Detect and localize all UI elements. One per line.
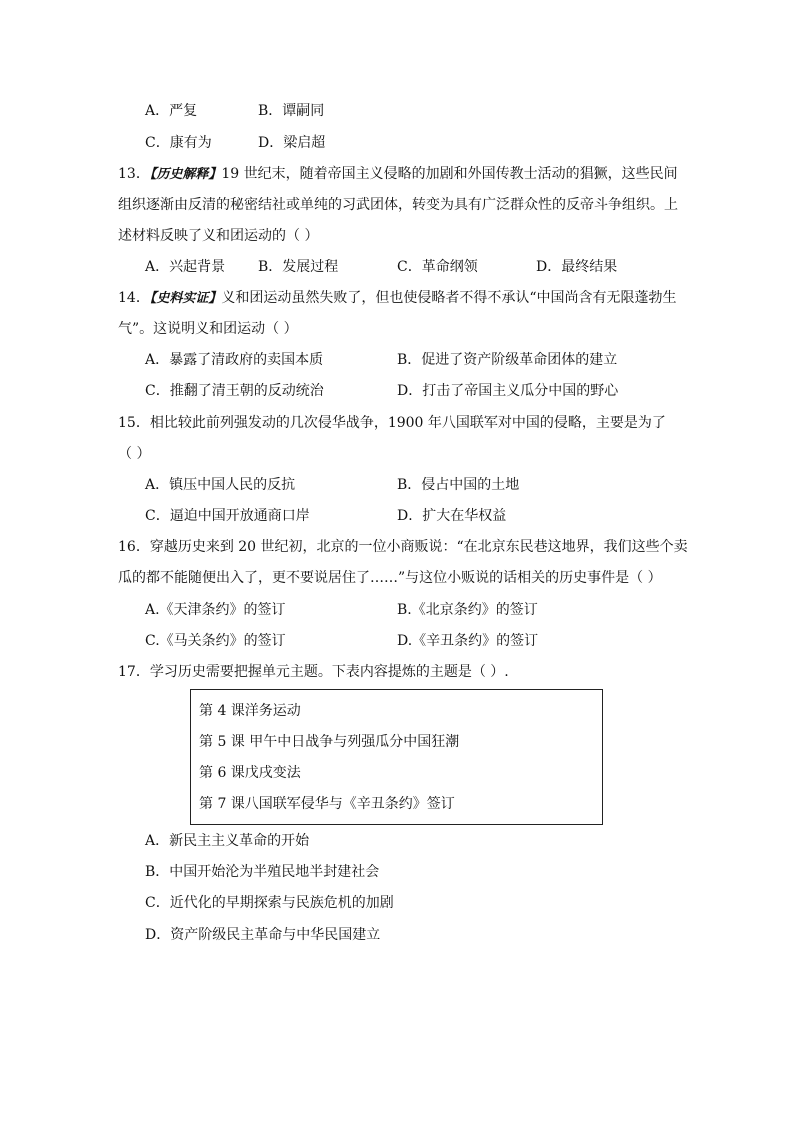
q14-stem-line-2: 气”。这说明义和团运动（ ）	[118, 321, 298, 337]
q17-stem: 17．学习历史需要把握单元主题。下表内容提炼的主题是（ ）.	[118, 664, 509, 680]
q16-stem-line-1: 16．穿越历史来到 20 世纪初，北京的一位小商贩说：“在北京东民巷这地界，我们这些个卖	[118, 539, 688, 555]
q12-option-a: A．严复	[145, 103, 198, 119]
q17-table-row-2: 第 5 课 甲午中日战争与列强瓜分中国狂潮	[199, 734, 460, 750]
q13-option-c: C．革命纲领	[397, 259, 478, 275]
q14-tag: 【史料实证】	[149, 291, 222, 306]
q17-table-row-3: 第 6 课戊戌变法	[199, 765, 301, 781]
q14-stem-text-1: 义和团运动虽然失败了，但也使侵略者不得不承认“中国尚含有无限蓬勃生	[221, 290, 677, 306]
q14-option-b: B．促进了资产阶级革命团体的建立	[397, 352, 618, 368]
q14-option-a: A．暴露了清政府的卖国本质	[145, 352, 324, 368]
q15-option-b: B．侵占中国的土地	[397, 477, 520, 493]
q13-stem-line-3: 述材料反映了义和团运动的（ ）	[118, 228, 319, 244]
q13-option-d: D．最终结果	[536, 259, 618, 275]
q12-option-c: C．康有为	[145, 135, 212, 151]
q14-stem-line-1	[118, 288, 677, 309]
q13-tag: 【历史解释】	[149, 167, 222, 182]
q16-option-a: A.《天津条约》的签订	[145, 602, 286, 618]
q17-content-table	[190, 689, 603, 825]
q17-option-a: A．新民主主义革命的开始	[145, 833, 310, 849]
q14-option-c: C．推翻了清王朝的反动统治	[145, 383, 324, 399]
q12-option-d: D．梁启超	[258, 135, 326, 151]
q13-option-b: B．发展过程	[258, 259, 339, 275]
q17-option-b: B．中国开始沦为半殖民地半封建社会	[145, 864, 380, 880]
q13-option-a: A．兴起背景	[145, 259, 226, 275]
q15-option-d: D．扩大在华权益	[397, 508, 507, 524]
q17-table-row-1: 第 4 课洋务运动	[199, 703, 301, 719]
q12-option-b: B．谭嗣同	[258, 103, 325, 119]
q16-option-b: B.《北京条约》的签订	[397, 602, 538, 618]
q17-table-row-4: 第 7 课八国联军侵华与《辛丑条约》签订	[199, 796, 455, 812]
q16-option-c: C.《马关条约》的签订	[145, 633, 286, 649]
q14-option-d: D．打击了帝国主义瓜分中国的野心	[397, 383, 619, 399]
q17-option-d: D．资产阶级民主革命与中华民国建立	[145, 927, 381, 943]
q17-option-c: C．近代化的早期探索与民族危机的加剧	[145, 895, 394, 911]
q13-stem-line-2: 组织逐渐由反清的秘密结社或单纯的习武团体，转变为具有广泛群众性的反帝斗争组织。上	[118, 197, 678, 213]
q16-option-d: D.《辛丑条约》的签订	[397, 633, 539, 649]
q13-number: 13．	[118, 166, 150, 182]
q16-stem-line-2: 瓜的都不能随便出入了，更不要说居住了……”与这位小贩说的话相关的历史事件是（ ）	[118, 570, 662, 586]
q13-stem-text-1: 19 世纪末，随着帝国主义侵略的加剧和外国传教士活动的猖獗，这些民间	[221, 166, 678, 182]
q15-option-c: C．逼迫中国开放通商口岸	[145, 508, 310, 524]
q14-number: 14．	[118, 290, 150, 306]
q15-stem-line-2: （ ）	[118, 446, 151, 462]
q15-stem-line-1: 15．相比较此前列强发动的几次侵华战争，1900 年八国联军对中国的侵略，主要是为了	[118, 415, 666, 431]
q15-option-a: A．镇压中国人民的反抗	[145, 477, 296, 493]
q13-stem-line-1	[118, 164, 678, 185]
